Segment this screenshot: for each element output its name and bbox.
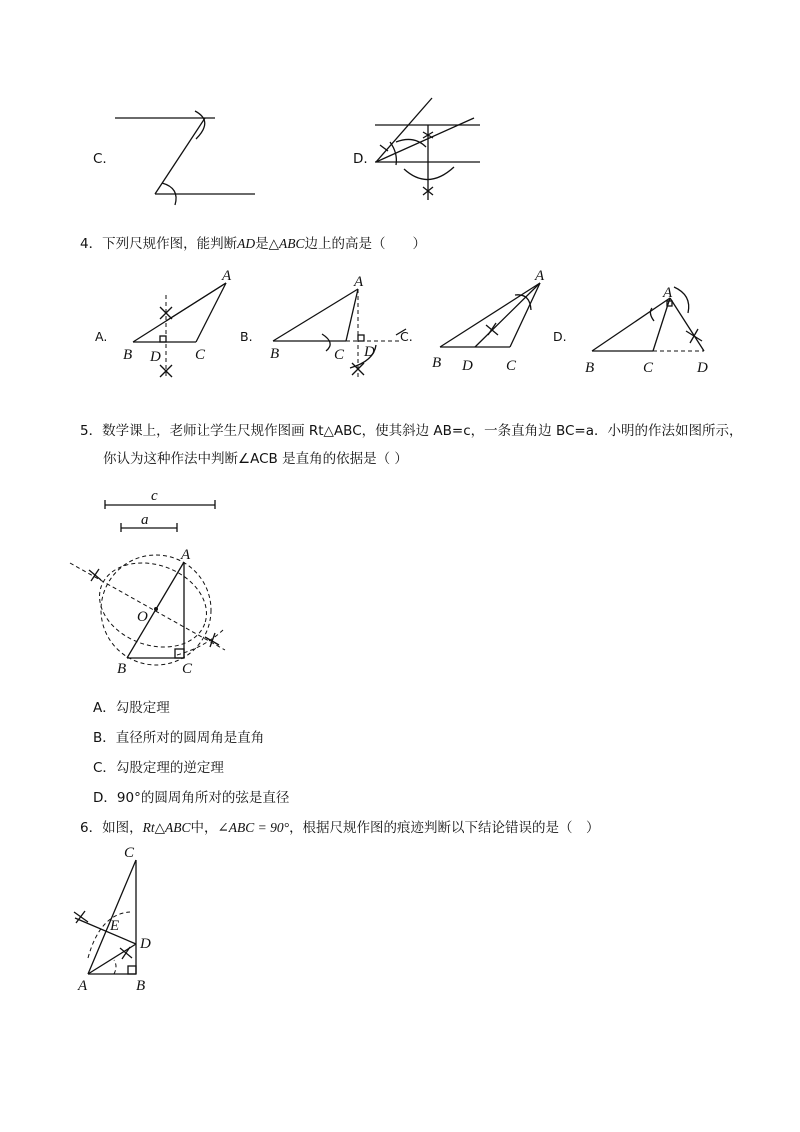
q5-seg-c-label: c	[151, 488, 158, 504]
q5-choice-d[interactable]	[93, 789, 289, 807]
q4-c-label-d: D	[462, 358, 473, 374]
q5-choice-b-label: B．	[93, 730, 116, 746]
q4-opt-c: C.	[400, 329, 413, 344]
q5-label-b: B	[117, 661, 127, 677]
q5-stem-line1	[80, 422, 742, 440]
q5-choice-b-text: 直径所对的圆周角是直角	[115, 730, 265, 746]
q5-seg-a-label: a	[141, 512, 149, 528]
q4-b-label-d: D	[364, 344, 375, 360]
q4-text-mid: 是	[255, 236, 269, 252]
q4-text-post: 边上的高是（ ）	[304, 236, 426, 252]
q5-choice-c-label: C．	[93, 760, 116, 776]
q4-triangle: △ABC	[268, 236, 305, 251]
q4-c-label-c: C	[506, 358, 517, 374]
q4-b-label-b: B	[270, 346, 280, 362]
q4-opt-d: D.	[553, 329, 567, 344]
q5-line2: 你认为这种作法中判断∠ACB 是直角的依据是（ ）	[103, 451, 408, 467]
q5-choice-a-label: A．	[93, 700, 116, 716]
q4-d-label-a: A	[663, 285, 673, 301]
q4-b-label-c: C	[334, 347, 345, 363]
q6-label-c: C	[124, 845, 135, 861]
q5-choice-d-label: D．	[93, 790, 117, 806]
q3-option-d-label: D.	[353, 151, 368, 167]
q6-figure	[70, 840, 180, 1000]
q6-text-mid: 中，	[190, 820, 218, 836]
q3-option-c-figure	[110, 105, 260, 205]
q4-c-label-b: B	[432, 355, 442, 371]
q6-text-post: ，根据尺规作图的痕迹判断以下结论错误的是（ ）	[289, 820, 600, 836]
q4-a-label-c: C	[195, 347, 206, 363]
q3-option-c-label: C.	[93, 151, 107, 167]
q4-c-label-a: A	[535, 268, 545, 284]
q5-line1: 数学课上，老师让学生尺规作图画 Rt△ABC，使其斜边 AB=c，一条直角边 BC=a．小明的作法如图所示，	[102, 423, 743, 439]
q6-label-a: A	[78, 978, 88, 994]
q5-label-c: C	[182, 661, 193, 677]
q5-number: 5．	[80, 423, 103, 439]
q6-label-e: E	[110, 918, 120, 934]
q5-choice-a-text: 勾股定理	[115, 700, 170, 716]
q4-d-label-d: D	[697, 360, 708, 376]
q4-d-label-b: B	[585, 360, 595, 376]
q4-seg-ad: AD	[237, 236, 256, 251]
q6-stem	[80, 819, 600, 837]
q4-a-label-a: A	[222, 268, 232, 284]
q4-text-pre: 下列尺规作图，能判断	[102, 236, 238, 252]
q4-b-label-a: A	[354, 274, 364, 290]
q5-label-a: A	[181, 547, 191, 563]
q3-option-d-figure	[370, 95, 490, 205]
q5-choice-a[interactable]	[93, 699, 170, 717]
q5-figure	[65, 485, 245, 680]
q4-opt-a: A.	[95, 329, 108, 344]
q6-triangle: Rt△ABC	[142, 820, 191, 835]
q6-label-d: D	[140, 936, 151, 952]
q4-a-label-b: B	[123, 347, 133, 363]
q5-choice-c[interactable]	[93, 759, 224, 777]
q4-a-label-d: D	[150, 349, 161, 365]
q6-label-b: B	[136, 978, 146, 994]
q4-figures	[90, 265, 740, 385]
q6-number: 6．	[80, 820, 103, 836]
q6-angle: ∠ABC = 90°	[217, 820, 290, 835]
q4-opt-b: B.	[240, 329, 253, 344]
q4-number: 4．	[80, 236, 103, 252]
q6-text-pre: 如图，	[102, 820, 143, 836]
q5-choice-b[interactable]	[93, 729, 264, 747]
q4-d-label-c: C	[643, 360, 654, 376]
q5-choice-c-text: 勾股定理的逆定理	[115, 760, 224, 776]
q4-stem	[80, 235, 426, 253]
q5-label-o: O	[137, 609, 148, 625]
q5-choice-d-text: 90°的圆周角所对的弦是直径	[116, 790, 290, 806]
